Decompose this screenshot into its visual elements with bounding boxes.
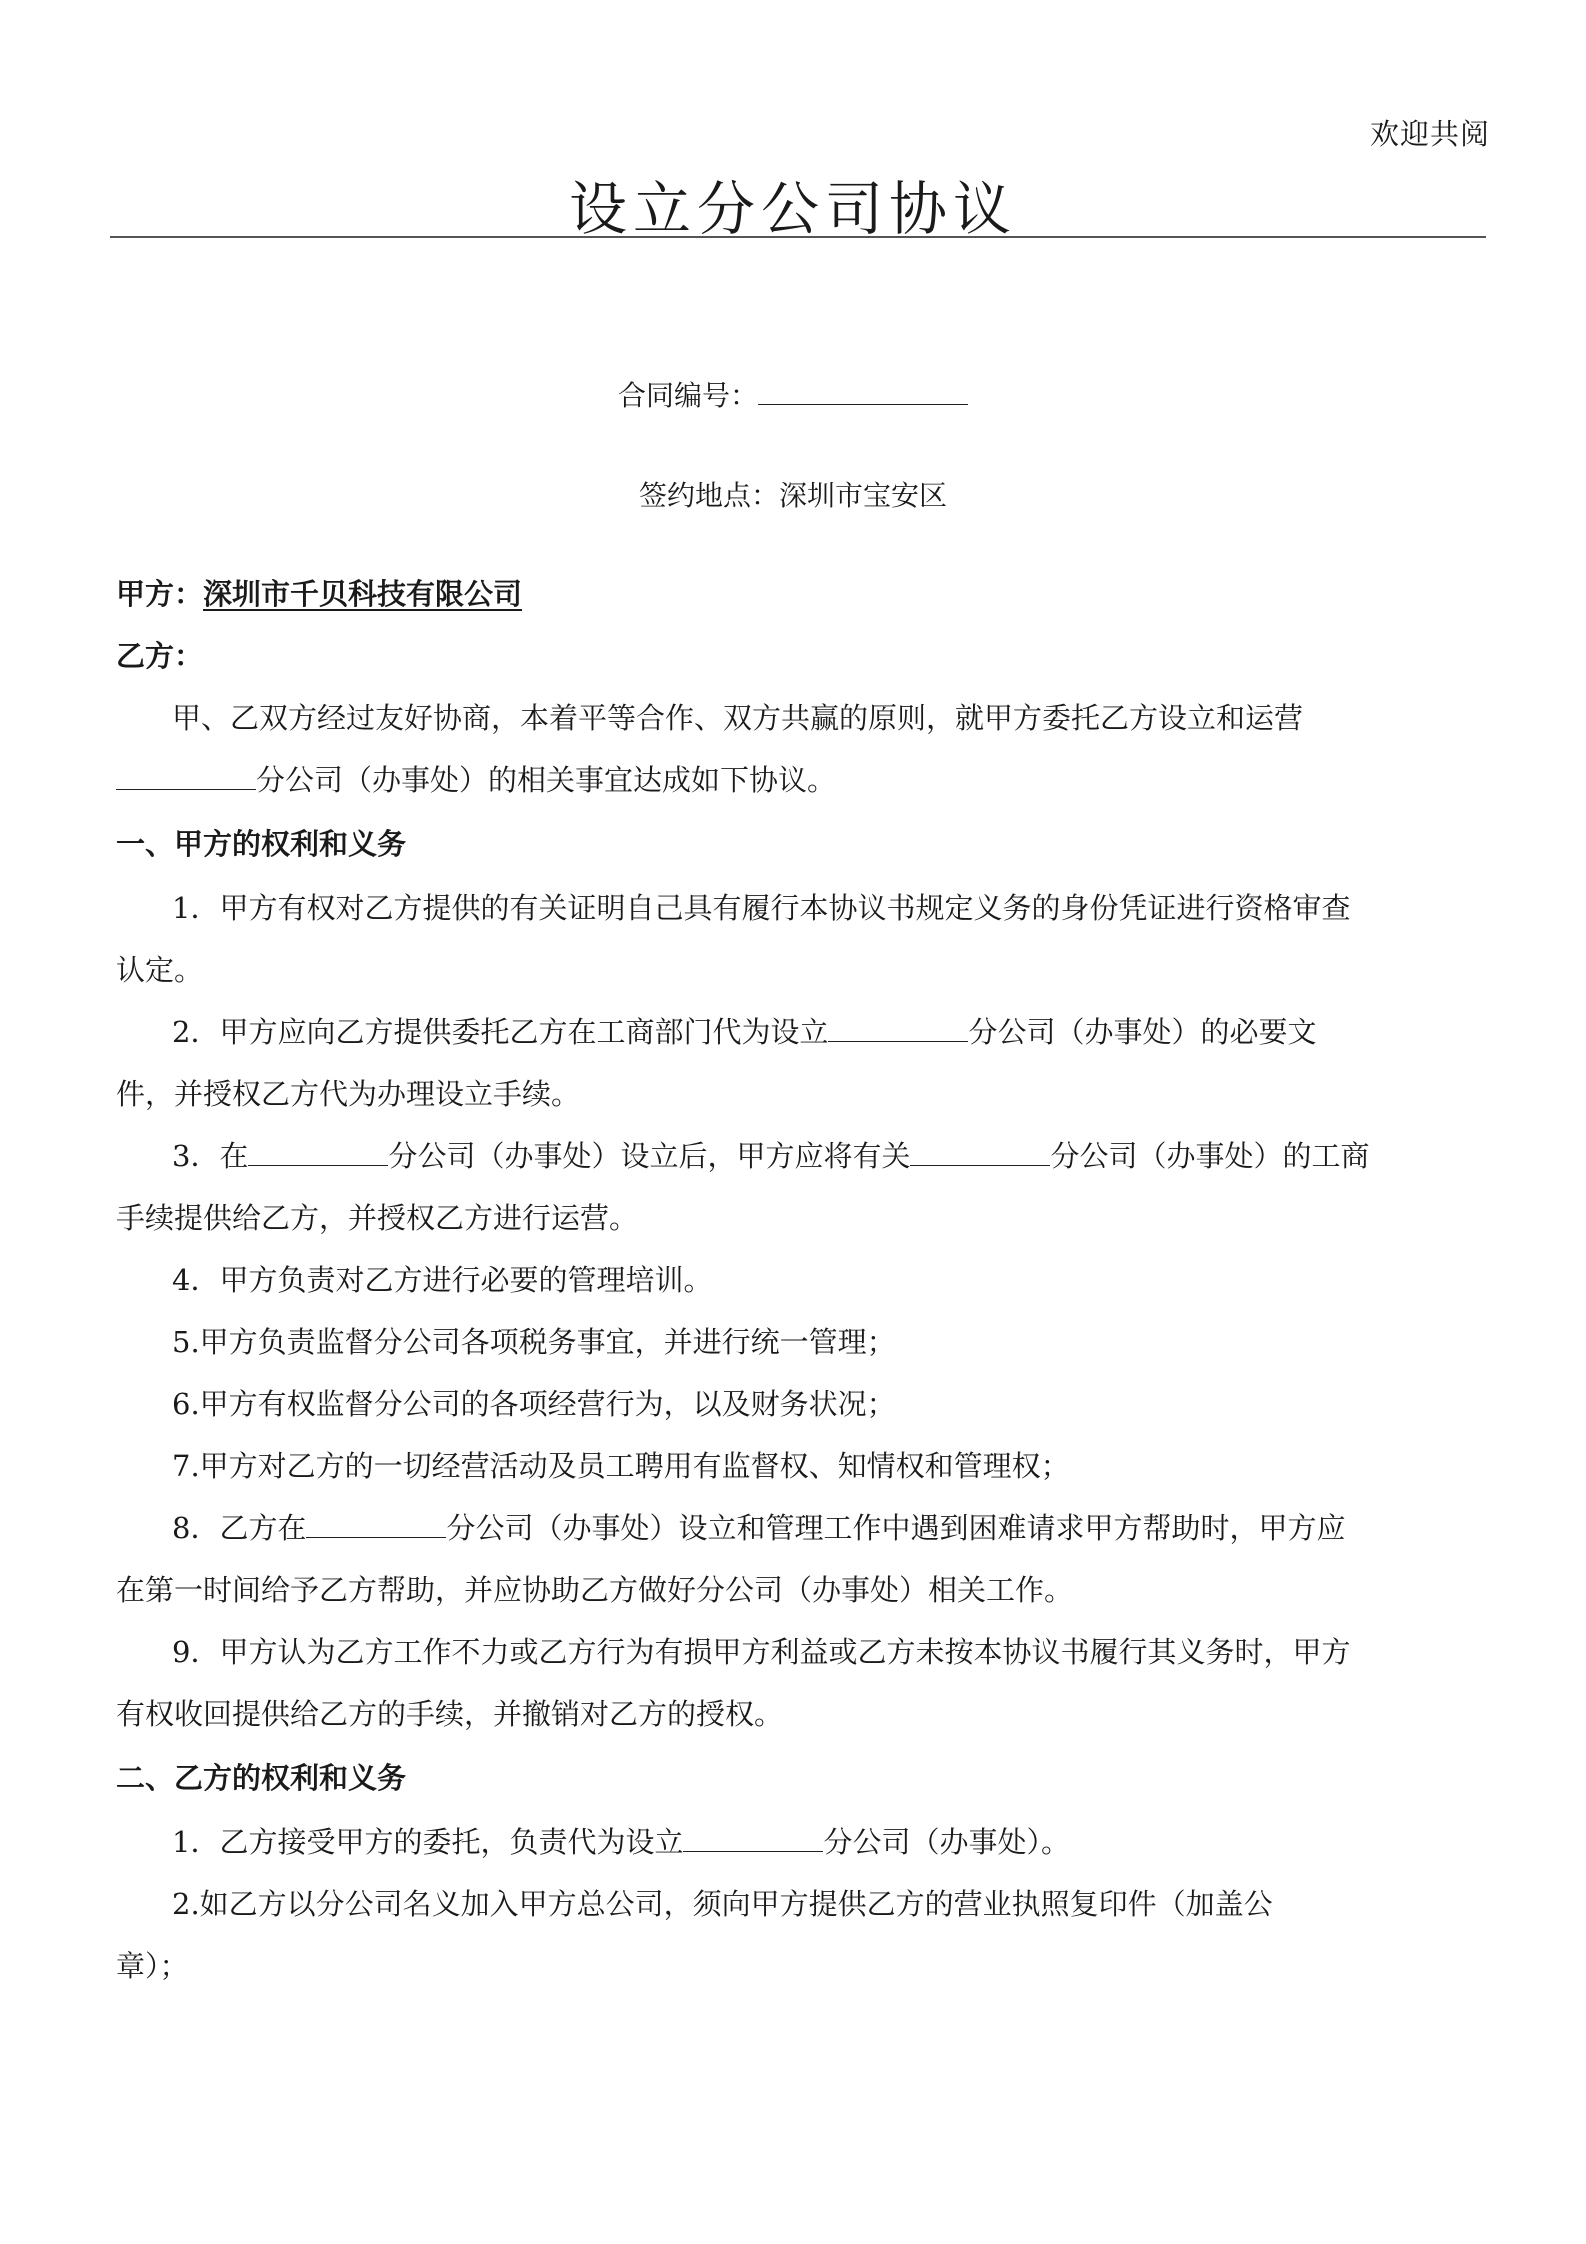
s1-item5: 5.甲方负责监督分公司各项税务事宜，并进行统一管理； xyxy=(172,1325,896,1359)
party-b-label: 乙方： xyxy=(116,639,204,673)
s1-item7: 7.甲方对乙方的一切经营活动及员工聘用有监督权、知情权和管理权； xyxy=(172,1449,1070,1483)
party-a-label: 甲方： xyxy=(116,577,204,611)
s1-item8-line1: 8．乙方在 分公司（办事处）设立和管理工作中遇到困难请求甲方帮助时，甲方应 xyxy=(172,1511,1346,1545)
s1-item3-line1: 3．在 分公司（办事处）设立后，甲方应将有关 分公司（办事处）的工商 xyxy=(172,1139,1370,1173)
title-divider xyxy=(110,236,1486,238)
s1-item1-line1: 1．甲方有权对乙方提供的有关证明自己具有履行本协议书规定义务的身份凭证进行资格审查 xyxy=(172,891,1351,925)
s2-item1: 1．乙方接受甲方的委托，负责代为设立 分公司（办事处）。 xyxy=(172,1825,1070,1859)
s1-item8-line2: 在第一时间给予乙方帮助，并应协助乙方做好分公司（办事处）相关工作。 xyxy=(116,1573,1074,1607)
contract-number-label: 合同编号： xyxy=(617,379,758,412)
page-title: 设立分公司协议 xyxy=(568,175,1017,243)
branch-name-blank xyxy=(248,1139,388,1166)
intro-line-1: 甲、乙双方经过友好协商，本着平等合作、双方共赢的原则，就甲方委托乙方设立和运营 xyxy=(172,701,1304,735)
section-2-heading: 二、乙方的权利和义务 xyxy=(116,1761,407,1795)
s2-item2-line2: 章）； xyxy=(116,1949,189,1983)
branch-name-blank xyxy=(683,1825,823,1852)
s1-item2-line2: 件，并授权乙方代为办理设立手续。 xyxy=(116,1077,581,1111)
party-a-name: 深圳市千贝科技有限公司 xyxy=(203,577,523,611)
branch-name-blank xyxy=(116,763,256,790)
section-1-heading: 一、甲方的权利和义务 xyxy=(116,827,407,861)
branch-name-blank xyxy=(306,1511,446,1538)
sign-place: 签约地点：深圳市宝安区 xyxy=(638,479,947,512)
s1-item9-line2: 有权收回提供给乙方的手续，并撤销对乙方的授权。 xyxy=(116,1697,784,1731)
s1-item1-line2: 认定。 xyxy=(116,953,204,987)
s1-item6: 6.甲方有权监督分公司的各项经营行为，以及财务状况； xyxy=(172,1387,896,1421)
contract-number-blank xyxy=(758,378,968,405)
party-a-row xyxy=(116,574,1486,614)
branch-name-blank xyxy=(910,1139,1050,1166)
welcome-note: 欢迎共阅 xyxy=(1369,117,1490,151)
contract-number-row xyxy=(0,374,1586,414)
s1-item2-line1: 2．甲方应向乙方提供委托乙方在工商部门代为设立 分公司（办事处）的必要文 xyxy=(172,1015,1317,1049)
branch-name-blank xyxy=(828,1015,968,1042)
s2-item2-line1: 2.如乙方以分公司名义加入甲方总公司，须向甲方提供乙方的营业执照复印件（加盖公 xyxy=(172,1887,1273,1921)
s1-item9-line1: 9．甲方认为乙方工作不力或乙方行为有损甲方利益或乙方未按本协议书履行其义务时，甲方 xyxy=(172,1635,1351,1669)
s1-item4: 4．甲方负责对乙方进行必要的管理培训。 xyxy=(172,1263,713,1297)
intro-line-2: 分公司（办事处）的相关事宜达成如下协议。 xyxy=(116,760,1486,800)
s1-item3-line2: 手续提供给乙方，并授权乙方进行运营。 xyxy=(116,1201,639,1235)
